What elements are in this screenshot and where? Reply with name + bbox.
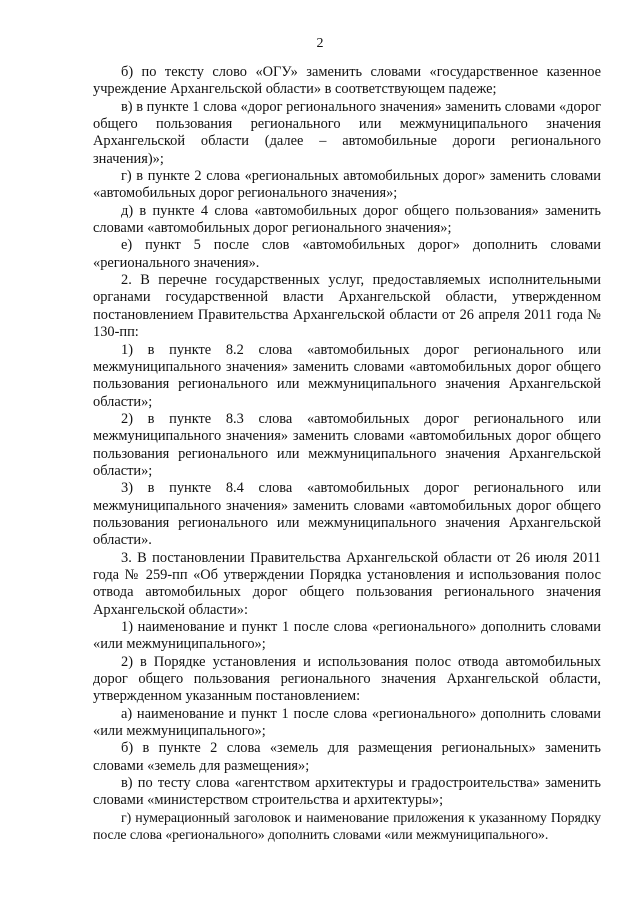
paragraph: 2) в Порядке установления и использования полос отвода автомобильных дорог общего пользования регионального значения Архангельской области, утвержденном указанным постановлением: bbox=[93, 653, 601, 705]
paragraph: б) в пункте 2 слова «земель для размещения региональных» заменить словами «земель для размещения»; bbox=[93, 740, 601, 774]
paragraph: д) в пункте 4 слова «автомобильных дорог общего пользования» заменить словами «автомобильных дорог регионального значения»; bbox=[93, 202, 601, 237]
paragraph: 2. В перечне государственных услуг, предоставляемых исполнительными органами государственной власти Архангельской области, утвержденном постановлением Правительства Архангельской области от 26 апреля 2011 года № 130-пп: bbox=[93, 272, 601, 341]
paragraph: г) нумерационный заголовок и наименование приложения к указанному Порядку после слова «регионального» дополнить словами «или межмуниципального». bbox=[93, 810, 601, 844]
document-body bbox=[93, 64, 601, 844]
paragraph: в) по тесту слова «агентством архитектуры и градостроительства» заменить словами «министерством строительства и архитектуры»; bbox=[93, 775, 601, 809]
page-number: 2 bbox=[316, 36, 324, 51]
paragraph: 1) в пункте 8.2 слова «автомобильных дорог регионального или межмуниципального значения» заменить словами «автомобильных дорог общего пользования регионального или межмуниципального значения Архангельской области»; bbox=[93, 341, 601, 410]
paragraph: 1) наименование и пункт 1 после слова «регионального» дополнить словами «или межмуниципального»; bbox=[93, 619, 601, 653]
paragraph: б) по тексту слово «ОГУ» заменить словами «государственное казенное учреждение Архангельской области» в соответствующем падеже; bbox=[93, 64, 601, 98]
paragraph: 3) в пункте 8.4 слова «автомобильных дорог регионального или межмуниципального значения» заменить словами «автомобильных дорог общего пользования регионального или межмуниципального значения Архангельской области». bbox=[93, 480, 601, 549]
paragraph: 2) в пункте 8.3 слова «автомобильных дорог регионального или межмуниципального значения» заменить словами «автомобильных дорог общего пользования регионального или межмуниципального значения Архангельской области»; bbox=[93, 410, 601, 479]
paragraph: 3. В постановлении Правительства Архангельской области от 26 июля 2011 года № 259-пп «Об утверждении Порядка установления и использования полос отвода автомобильных дорог общего пользования регионального значения Архангельской области»: bbox=[93, 549, 601, 618]
paragraph: в) в пункте 1 слова «дорог регионального значения» заменить словами «дорог общего пользования регионального или межмуниципального значения Архангельской области (далее – автомобильные дороги регионального значения)»; bbox=[93, 98, 601, 167]
paragraph: а) наименование и пункт 1 после слова «регионального» дополнить словами «или межмуниципального»; bbox=[93, 705, 601, 740]
paragraph: г) в пункте 2 слова «региональных автомобильных дорог» заменить словами «автомобильных дорог регионального значения»; bbox=[93, 168, 601, 202]
paragraph: е) пункт 5 после слов «автомобильных дорог» дополнить словами «регионального значения». bbox=[93, 237, 601, 271]
